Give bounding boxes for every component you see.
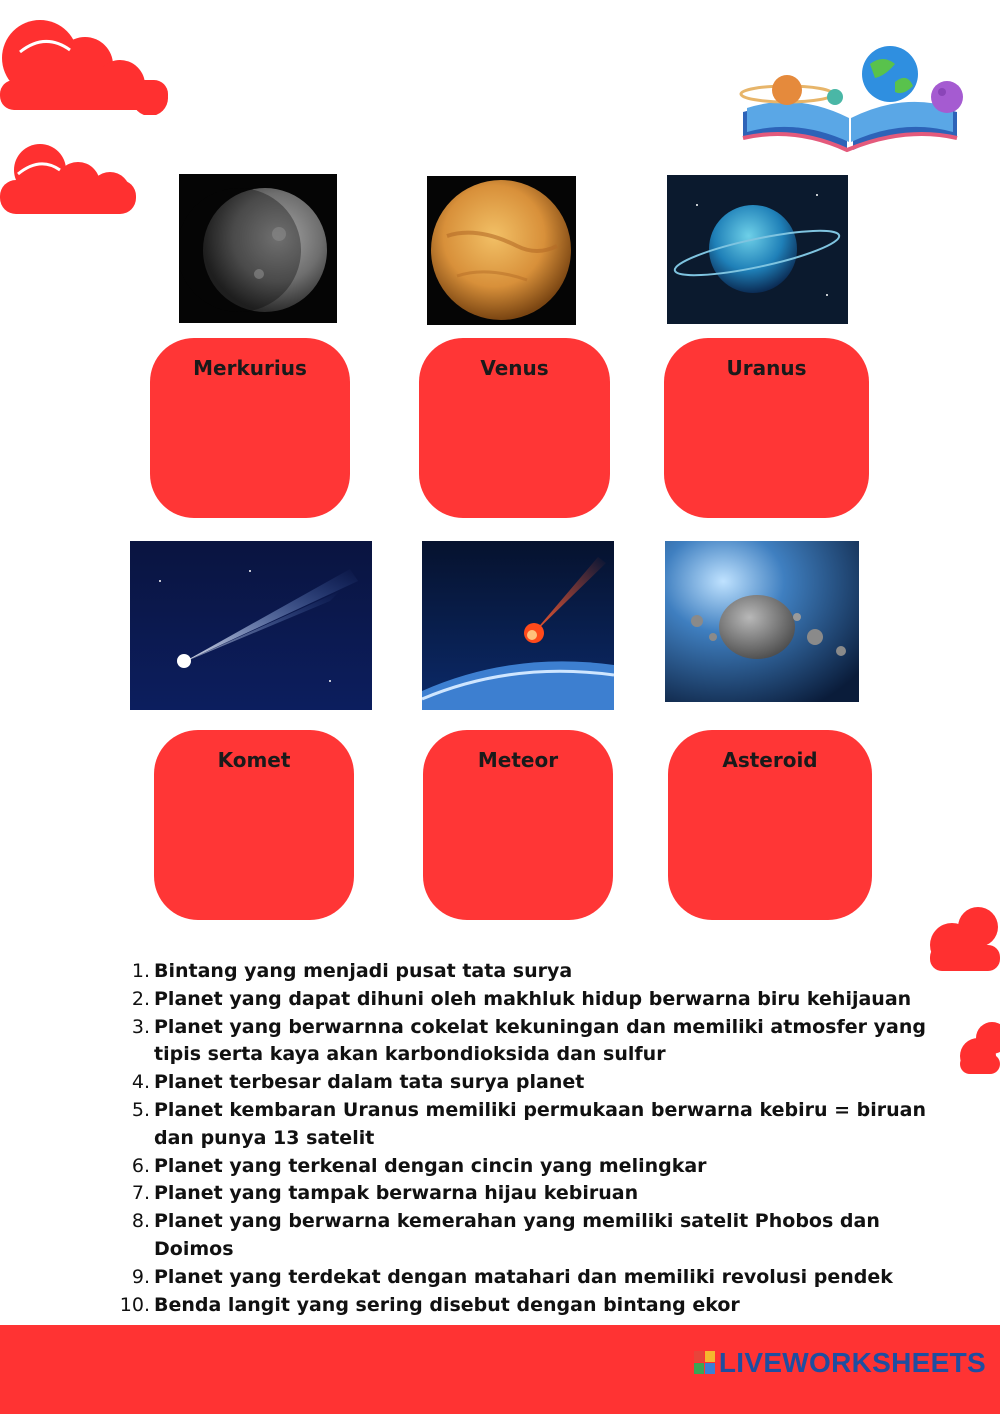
answer-card-merkurius[interactable]	[150, 338, 350, 518]
card-label: Asteroid	[722, 748, 818, 772]
question-item	[112, 1264, 952, 1292]
question-number: 6.	[131, 1154, 150, 1177]
question-number: 8.	[131, 1210, 150, 1233]
answer-card-komet[interactable]	[154, 730, 354, 920]
card-label: Venus	[480, 356, 549, 380]
answer-card-venus[interactable]	[419, 338, 610, 518]
question-item	[112, 1014, 952, 1070]
question-item	[112, 1292, 952, 1320]
question-text: Planet yang berwarnna cokelat kekuningan dan memiliki atmosfer yang tipis serta kaya akan karbondioksida dan sulfur	[154, 1015, 926, 1066]
mercury-photo	[179, 174, 337, 323]
question-text: Planet yang terkenal dengan cincin yang melingkar	[154, 1154, 707, 1177]
cloud-right-2	[958, 1022, 1000, 1078]
question-item	[112, 986, 952, 1014]
question-item	[112, 1153, 952, 1181]
comet-photo	[130, 541, 372, 710]
question-number: 2.	[131, 987, 150, 1010]
question-item	[112, 1208, 952, 1264]
card-label: Meteor	[477, 748, 559, 772]
question-text: Planet yang terdekat dengan matahari dan memiliki revolusi pendek	[154, 1265, 893, 1288]
cloud-top-left	[0, 10, 175, 115]
asteroid-photo	[665, 541, 859, 702]
question-text: Bintang yang menjadi pusat tata surya	[154, 960, 573, 982]
liveworksheets-mark-icon	[694, 1351, 716, 1375]
answer-card-meteor[interactable]	[423, 730, 613, 920]
uranus-photo	[667, 175, 848, 324]
question-number: 9.	[131, 1265, 150, 1288]
question-number: 10.	[119, 1293, 150, 1316]
card-label: Uranus	[726, 356, 807, 380]
venus-photo	[427, 176, 576, 325]
question-item	[112, 1180, 952, 1208]
card-label: Komet	[217, 748, 291, 772]
question-text: Planet terbesar dalam tata surya planet	[154, 1071, 585, 1094]
question-text: Planet yang berwarna kemerahan yang memiliki satelit Phobos dan Doimos	[154, 1210, 880, 1260]
question-number: 5.	[131, 1098, 150, 1121]
answer-card-uranus[interactable]	[664, 338, 869, 518]
questions-list	[112, 958, 952, 1319]
question-text: Planet yang tampak berwarna hijau kebiruan	[154, 1182, 639, 1205]
question-text: Planet yang dapat dihuni oleh makhluk hidup berwarna biru kehijauan	[154, 987, 912, 1010]
question-text: Planet kembaran Uranus memiliki permukaan berwarna kebiru = biruan dan punya 13 satelit	[154, 1098, 927, 1149]
question-number: 7.	[131, 1182, 150, 1205]
question-text: Benda langit yang sering disebut dengan bintang ekor	[154, 1293, 740, 1316]
book-planets-illustration	[735, 42, 965, 154]
cloud-mid-left	[0, 140, 140, 220]
question-item	[112, 1069, 952, 1097]
question-number: 1.	[131, 960, 150, 982]
card-label: Merkurius	[193, 356, 307, 380]
question-item	[112, 958, 952, 986]
question-number: 4.	[131, 1071, 150, 1094]
meteor-photo	[422, 541, 614, 710]
question-item	[112, 1097, 952, 1153]
brand-text: LIVEWORKSHEETS	[718, 1347, 986, 1378]
question-number: 3.	[131, 1015, 150, 1038]
liveworksheets-logo[interactable]	[694, 1347, 986, 1379]
answer-card-asteroid[interactable]	[668, 730, 872, 920]
